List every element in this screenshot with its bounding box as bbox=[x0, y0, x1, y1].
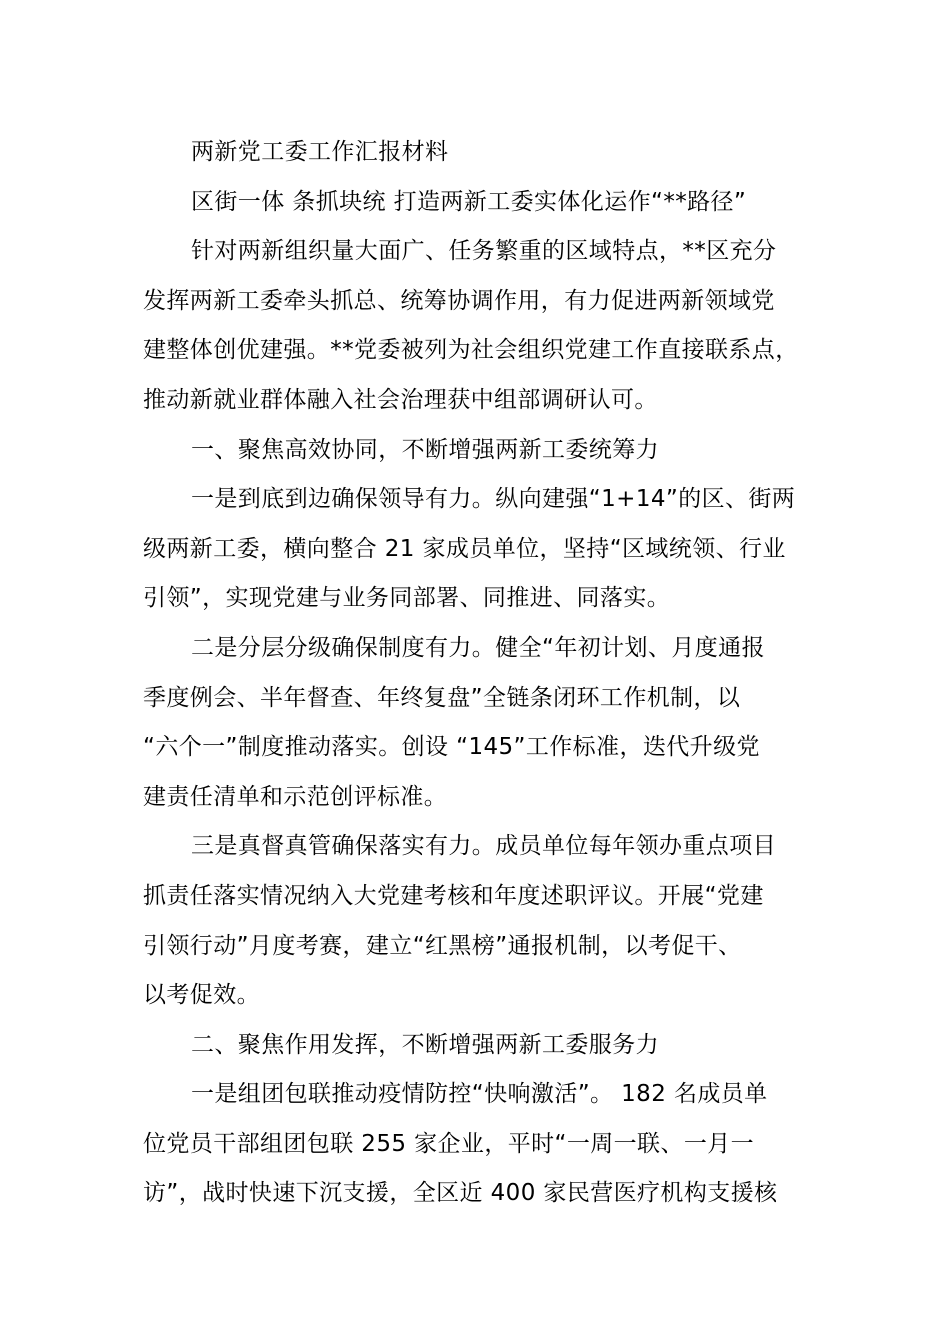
text-line: 引领行动”月度考赛，建立“红黑榜”通报机制，以考促干、 bbox=[143, 932, 742, 959]
document-body bbox=[143, 128, 813, 1219]
text-line: 抓责任落实情况纳入大党建考核和年度述职评议。开展“党建 bbox=[143, 882, 764, 909]
text-line: 访”，战时快速下沉支援，全区近 400 家民营医疗机构支援核 bbox=[143, 1180, 778, 1207]
text-line: 位党员干部组团包联 255 家企业，平时“一周一联、一月一 bbox=[143, 1130, 755, 1157]
text-line: 建责任清单和示范创评标准。 bbox=[143, 783, 448, 810]
text-line: 二是分层分级确保制度有力。健全“年初计划、月度通报 bbox=[191, 634, 765, 661]
text-line: “六个一”制度推动落实。创设 “145”工作标准，迭代升级党 bbox=[143, 734, 760, 761]
text-line: 二、聚焦作用发挥，不断增强两新工委服务力 bbox=[191, 1031, 659, 1058]
text-line: 以考促效。 bbox=[143, 982, 260, 1009]
text-line: 引领”，实现党建与业务同部署、同推进、同落实。 bbox=[143, 585, 671, 612]
text-line: 季度例会、半年督查、年终复盘”全链条闭环工作机制，以 bbox=[143, 684, 741, 711]
text-line: 推动新就业群体融入社会治理获中组部调研认可。 bbox=[143, 386, 658, 413]
text-line: 级两新工委，横向整合 21 家成员单位，坚持“区域统领、行业 bbox=[143, 535, 786, 562]
text-line: 一是到底到边确保领导有力。纵向建强“1+14”的区、街两 bbox=[191, 486, 796, 513]
text-line: 一是组团包联推动疫情防控“快响激活”。 182 名成员单 bbox=[191, 1081, 768, 1108]
text-line: 三是真督真管确保落实有力。成员单位每年领办重点项目 bbox=[191, 833, 776, 860]
document-subtitle: 区街一体 条抓块统 打造两新工委实体化运作“**路径” bbox=[191, 188, 747, 215]
text-line: 发挥两新工委牵头抓总、统筹协调作用，有力促进两新领域党 bbox=[143, 287, 775, 314]
paragraph-lines bbox=[143, 227, 813, 1219]
text-line: 建整体创优建强。**党委被列为社会组织党建工作直接联系点， bbox=[143, 337, 799, 364]
document-title: 两新党工委工作汇报材料 bbox=[191, 139, 449, 165]
text-line: 针对两新组织量大面广、任务繁重的区域特点，**区充分 bbox=[191, 238, 777, 265]
text-line: 一、聚焦高效协同，不断增强两新工委统筹力 bbox=[191, 436, 659, 463]
